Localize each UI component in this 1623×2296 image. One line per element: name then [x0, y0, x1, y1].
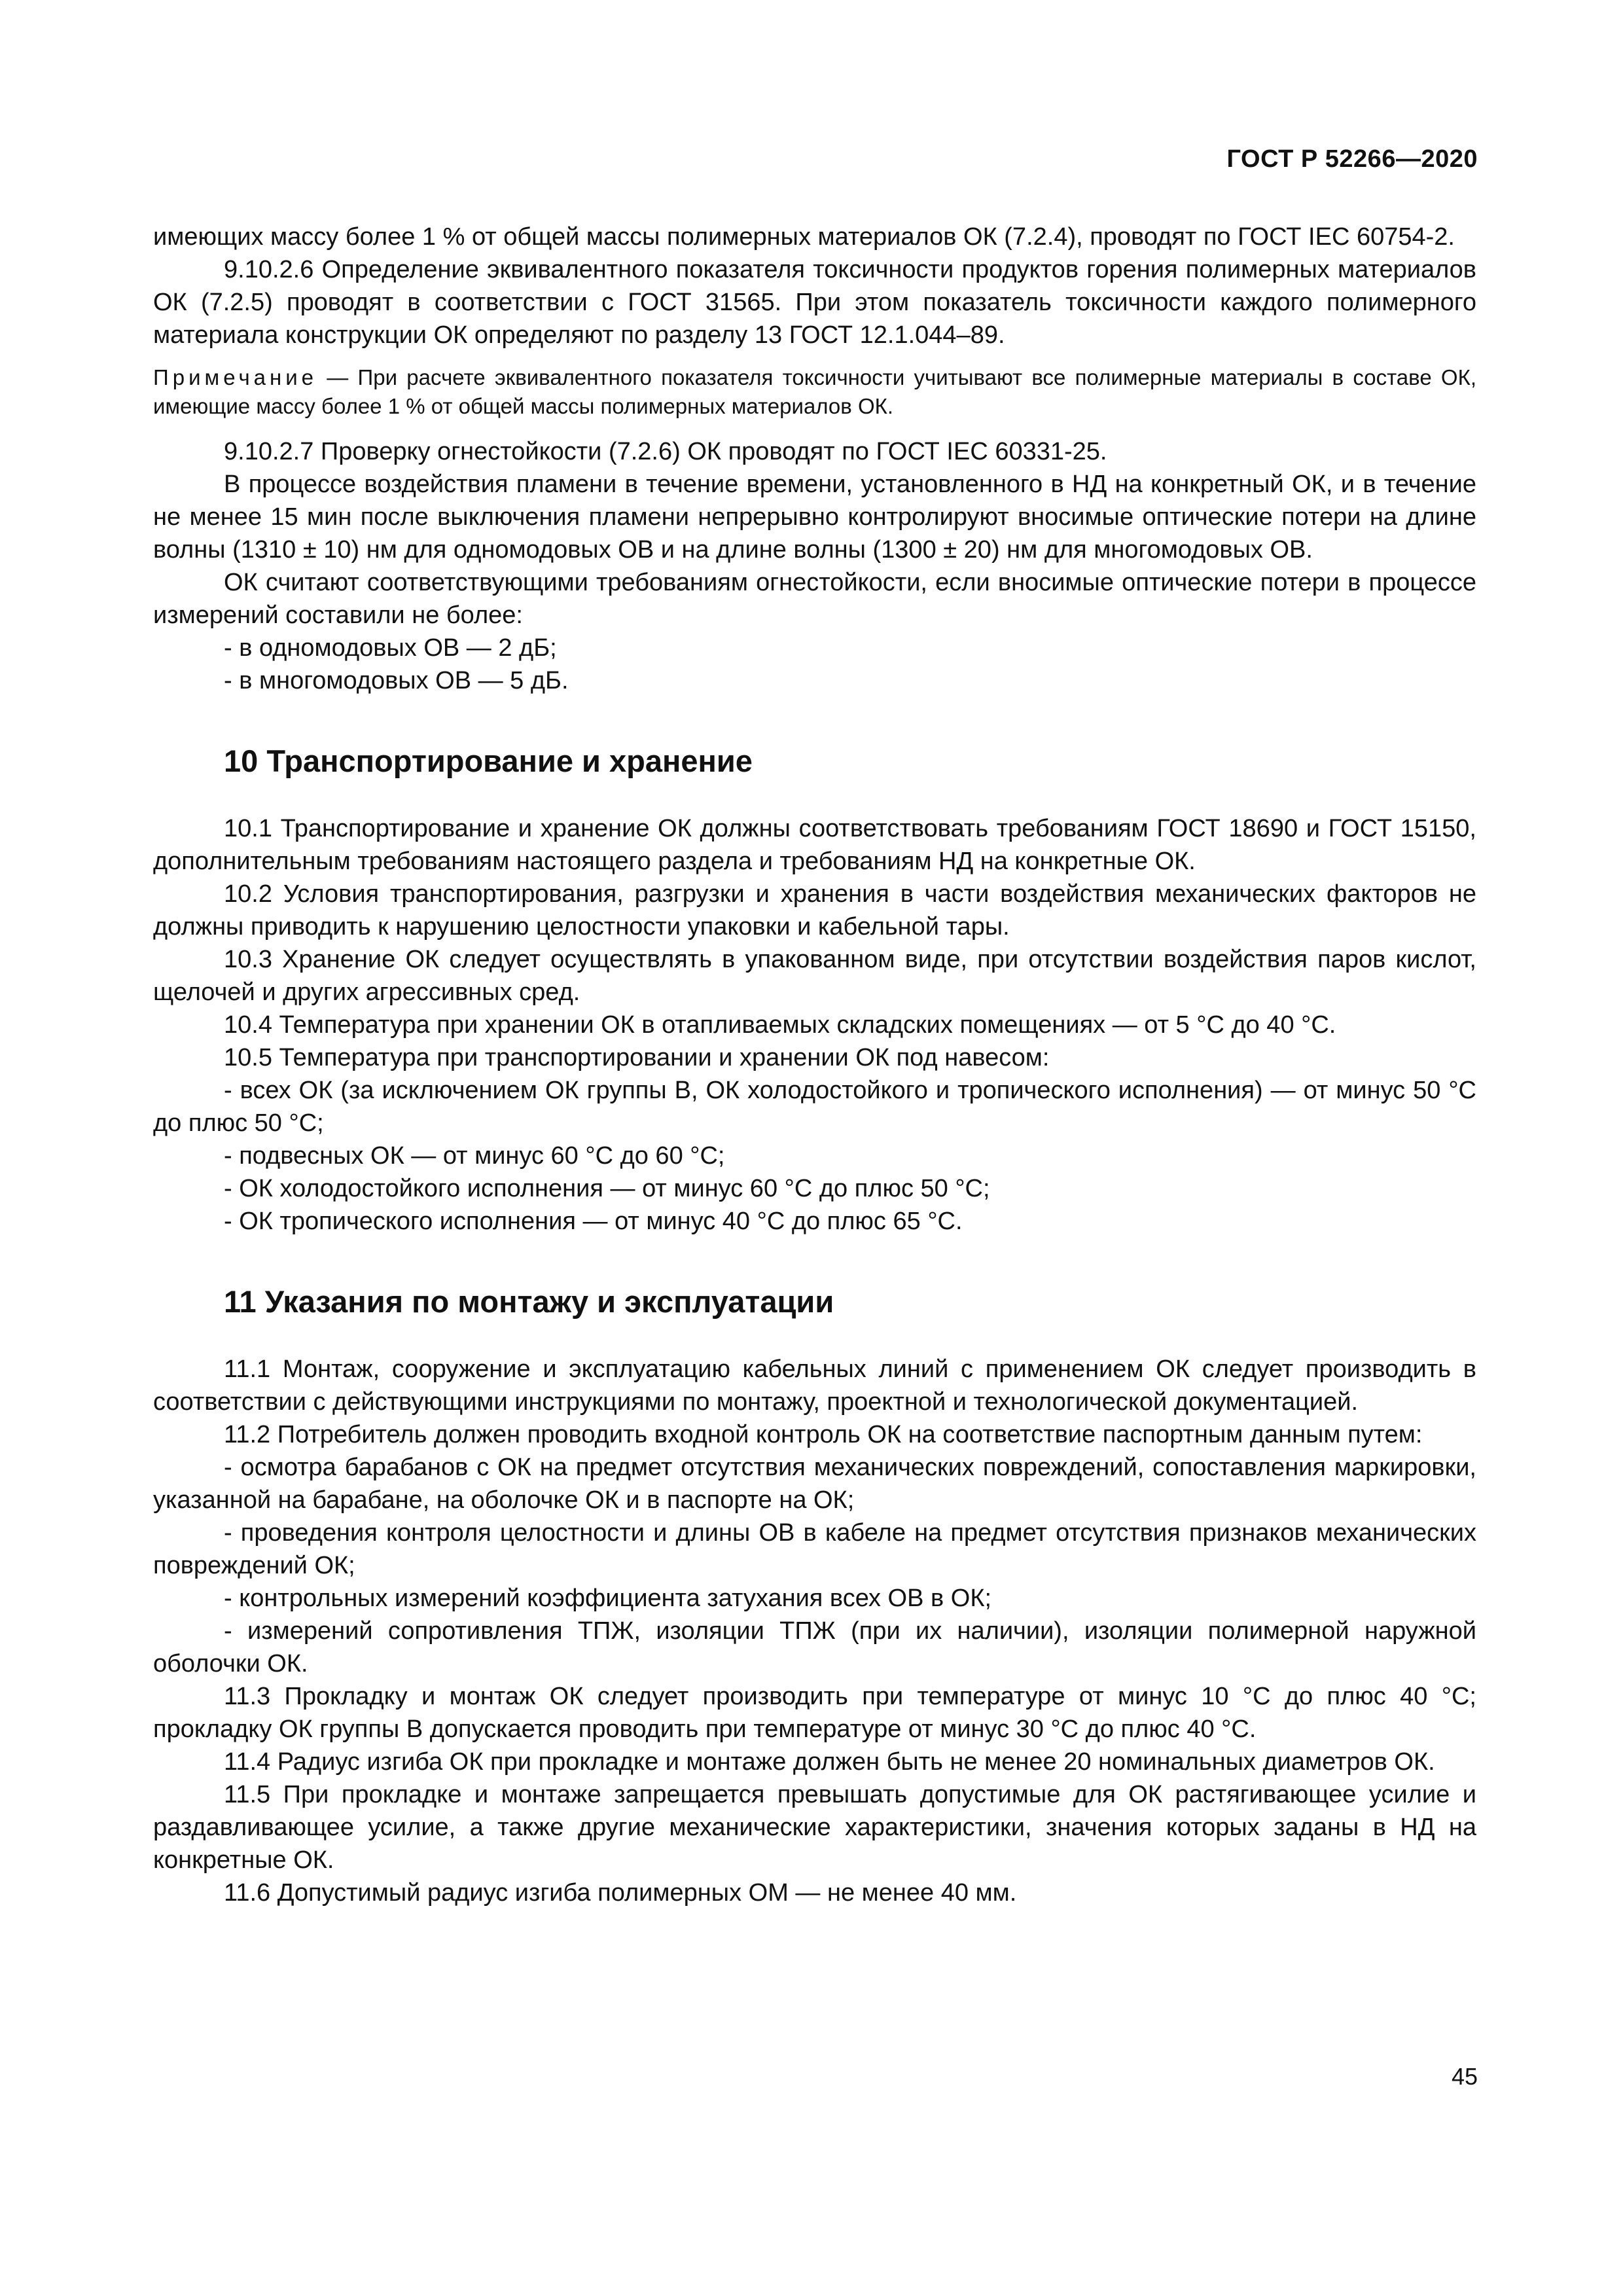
- list-item: - ОК тропического исполнения — от минус 40 °С до плюс 65 °С.: [224, 1208, 963, 1235]
- paragraph-9-10-2-6: 9.10.2.6 Определение эквивалентного показателя токсичности продуктов горения полимерных материалов ОК (7.2.5) проводят в соответствии с ГОСТ 31565. При этом показатель токсичности каждого полимерного материала конструкции ОК определяют по разделу 13 ГОСТ 12.1.044–89.: [153, 256, 1476, 349]
- list-item: - ОК холодостойкого исполнения — от минус 60 °С до плюс 50 °С;: [224, 1175, 990, 1202]
- paragraph-flame-test: В процессе воздействия пламени в течение времени, установленного в НД на конкретный ОК, и в течение не менее 15 мин после выключения пламени непрерывно контролируют вносимые оптические потери на длине волны (1310 ± 10) нм для одномодовых ОВ и на длине волны (1300 ± 20) нм для многомодовых ОВ.: [153, 471, 1476, 564]
- paragraph-10-4: 10.4 Температура при хранении ОК в отапливаемых складских помещениях — от 5 °С до 40 °С.: [224, 1011, 1336, 1039]
- page-body: [153, 221, 1476, 1909]
- document-designation: ГОСТ Р 52266—2020: [1226, 145, 1478, 173]
- paragraph-11-5: 11.5 При прокладке и монтаже запрещается превышать допустимые для ОК растягивающее усилие и раздавливающее усилие, а также другие механические характеристики, значения которых заданы в НД на конкретные ОК.: [153, 1781, 1476, 1874]
- paragraph-9-10-2-7: 9.10.2.7 Проверку огнестойкости (7.2.6) ОК проводят по ГОСТ IEC 60331-25.: [224, 438, 1107, 465]
- section-11-heading: 11 Указания по монтажу и эксплуатации: [224, 1284, 834, 1319]
- note-text: — При расчете эквивалентного показателя токсичности учитывают все полимерные материалы в составе ОК, имеющие массу более 1 % от общей массы полимерных материалов ОК.: [153, 365, 1476, 418]
- list-item: - проведения контроля целостности и длины ОВ в кабеле на предмет отсутствия признаков механических повреждений ОК;: [153, 1519, 1476, 1579]
- list-item: - измерений сопротивления ТПЖ, изоляции ТПЖ (при их наличии), изоляции полимерной наружной оболочки ОК.: [153, 1617, 1476, 1677]
- paragraph-10-1: 10.1 Транспортирование и хранение ОК должны соответствовать требованиям ГОСТ 18690 и ГОСТ 15150, дополнительным требованиям настоящего раздела и требованиям НД на конкретные ОК.: [153, 815, 1476, 875]
- paragraph-10-5: 10.5 Температура при транспортировании и хранении ОК под навесом:: [224, 1044, 1050, 1071]
- page-number: 45: [1451, 2063, 1478, 2090]
- list-item: - всех ОК (за исключением ОК группы В, ОК холодостойкого и тропического исполнения) — от минус 50 °С до плюс 50 °С;: [153, 1077, 1476, 1137]
- list-item: - контрольных измерений коэффициента затухания всех ОВ в ОК;: [224, 1585, 992, 1612]
- paragraph-11-1: 11.1 Монтаж, сооружение и эксплуатацию кабельных линий с применением ОК следует производить в соответствии с действующими инструкциями по монтажу, проектной и технологической документацией.: [153, 1355, 1476, 1416]
- paragraph-10-2: 10.2 Условия транспортирования, разгрузки и хранения в части воздействия механических факторов не должны приводить к нарушению целостности упаковки и кабельной тары.: [153, 880, 1476, 941]
- paragraph-11-6: 11.6 Допустимый радиус изгиба полимерных ОМ — не менее 40 мм.: [224, 1879, 1017, 1907]
- note-label: Примечание: [153, 365, 318, 389]
- list-item: - подвесных ОК — от минус 60 °С до 60 °С;: [224, 1142, 725, 1170]
- list-item: - в одномодовых ОВ — 2 дБ;: [224, 634, 557, 662]
- paragraph-11-4: 11.4 Радиус изгиба ОК при прокладке и монтаже должен быть не менее 20 номинальных диаметров ОК.: [224, 1748, 1435, 1776]
- paragraph-10-3: 10.3 Хранение ОК следует осуществлять в упакованном виде, при отсутствии воздействия паров кислот, щелочей и других агрессивных сред.: [153, 946, 1476, 1006]
- paragraph-continuation: имеющих массу более 1 % от общей массы полимерных материалов ОК (7.2.4), проводят по ГОСТ IEC 60754-2.: [153, 223, 1455, 251]
- paragraph-fire-compliance: ОК считают соответствующими требованиям огнестойкости, если вносимые оптические потери в процессе измерений составили не более:: [153, 569, 1476, 629]
- list-item: - осмотра барабанов с ОК на предмет отсутствия механических повреждений, сопоставления маркировки, указанной на барабане, на оболочке ОК и в паспорте на ОК;: [153, 1454, 1476, 1514]
- section-10-heading: 10 Транспортирование и хранение: [224, 744, 753, 778]
- paragraph-11-3: 11.3 Прокладку и монтаж ОК следует производить при температуре от минус 10 °С до плюс 40 °С; прокладку ОК группы В допускается проводить при температуре от минус 30 °С до плюс 40 °С.: [153, 1683, 1476, 1743]
- note: [153, 363, 1476, 421]
- list-item: - в многомодовых ОВ — 5 дБ.: [224, 667, 569, 694]
- paragraph-11-2: 11.2 Потребитель должен проводить входной контроль ОК на соответствие паспортным данным путем:: [224, 1421, 1423, 1448]
